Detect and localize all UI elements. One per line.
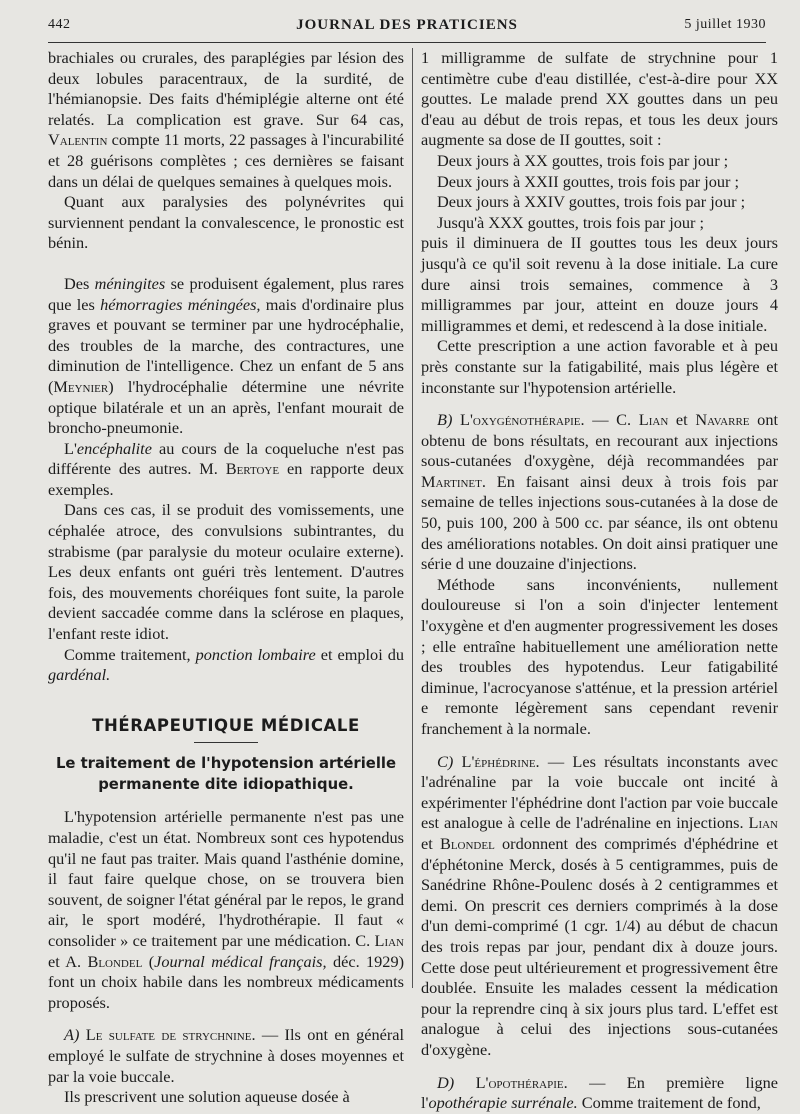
italic-run: ponction lombaire xyxy=(195,644,316,664)
italic-run: hémorragies méningées, xyxy=(100,294,261,314)
text-run: Quant aux paralysies des polynévrites qui surviennent pendant la convalescence, le pronostic est bénin. xyxy=(48,192,404,253)
paragraph xyxy=(421,1073,778,1114)
small-caps-run: Lian xyxy=(374,930,404,950)
dose-line: Jusqu'à XXX gouttes, trois fois par jour ; xyxy=(437,212,705,232)
issue-date: 5 juillet 1930 xyxy=(684,17,766,32)
paragraph xyxy=(48,48,404,192)
italic-run: Journal médical français, xyxy=(154,951,327,971)
dose-line: Deux jours à XX gouttes, trois fois par jour ; xyxy=(437,150,729,170)
page-number: 442 xyxy=(48,17,71,32)
small-caps-run: Valentin xyxy=(48,130,108,150)
paragraph xyxy=(421,48,778,151)
text-run: au cours de la coqueluche n'est pas différente des autres. M. xyxy=(48,438,404,479)
small-caps-run: Lian xyxy=(638,410,669,430)
paragraph xyxy=(48,274,404,439)
section-title: THÉRAPEUTIQUE MÉDICALE xyxy=(92,715,360,735)
small-caps-run: Navarre xyxy=(695,410,750,430)
journal-title: JOURNAL DES PRATICIENS xyxy=(296,17,518,33)
paragraph xyxy=(48,500,404,644)
text-run: déc. 1929) font un choix habile dans les nombreux médicaments proposés. xyxy=(48,951,405,1012)
text-run: compte 11 morts, 22 passages à l'incurabilité et 28 guérisons complètes ; ces dernières se faisant dans un délai de quelques semaines à quelques mois. xyxy=(48,130,404,191)
paragraph xyxy=(421,575,778,740)
text-run: en rapporte deux exemples. xyxy=(48,459,404,499)
text-run: puis il diminuera de II gouttes tous les deux jours jusqu'à ce qu'il soit revenu à la dose initiale. La cure dure ainsi trois semaines, commence à 3 milligrammes par jour, atteint en douze jours 4 milligrammes et demi, et redescend à la dose initiale. xyxy=(421,233,778,335)
text-run: ordonnent des comprimés d'éphédrine et d'éphétonine Merck, dosés à 5 centigrammes, puis de Sanédrine Rhône-Poulenc dosés à 2 centigrammes et demi. On prescrit ces derniers comprimés à la dose d'un demi-comprimé (1 cgr. 1/4) au début de chacun des trois repas par jour, pendant dix à douze jours. Cette dose peut ultérieurement et progressivement être doublée. Ensuite les malades cessent la médication pour la reprendre cinq à six jours plus tard. L'effet est analogue à celui des injections sous-cutanées d'oxygène. xyxy=(421,833,778,1059)
column-divider xyxy=(412,48,413,988)
small-caps-run: Blondel xyxy=(439,833,495,853)
text-run: ) l'hydrocéphalie détermine une névrite optique bilatérale et un an après, l'enfant mourait de broncho-pneumonie. xyxy=(48,376,404,438)
text-run: ( xyxy=(142,951,155,971)
italic-run: B) xyxy=(437,410,453,430)
text-run: brachiales ou crurales, des paraplégies par lésion des deux lobules paracentraux, de la surdité, de l'hémianopsie. Des faits d'hémiplégie alterne ont été relatés. La complication est grave. Sur 64 cas, xyxy=(48,48,404,129)
text-run: et xyxy=(421,833,440,853)
text-run xyxy=(453,752,461,771)
text-run: et A. xyxy=(48,951,88,971)
italic-run: gardénal. xyxy=(48,665,111,685)
text-run: — En première ligne l' xyxy=(421,1072,778,1113)
section-rule xyxy=(194,742,258,743)
italic-run: C) xyxy=(437,751,454,771)
text-run: — C. xyxy=(584,410,639,430)
text-run: — Ils ont en général employé le sulfate de strychnine à doses moyennes et par la voie buccale. xyxy=(48,1025,404,1086)
text-run: et emploi du xyxy=(315,644,404,664)
text-run: En faisant ainsi deux à trois fois par semaine de telles injections sous-cutanées à la dose de 50, puis 100, 200 à 500 cc. par séance, ils ont obtenu des améliorations notables. On doit ainsi pratiquer une série d une douzaine d'injections. xyxy=(421,471,778,574)
small-caps-run: Lian xyxy=(748,813,778,833)
small-caps-run: L'éphédrine. xyxy=(461,751,540,771)
small-caps-run: L'opothérapie. xyxy=(475,1072,568,1092)
text-run: L'hypotension artérielle permanente n'est pas une maladie, c'est un état. Nombreux sont ces hypotendus qu'il ne faut pas traiter. Mais quand l'asthénie domine, il faut faire quelque chose, on se trouvera bien souvent, de soigner l'état général par le repos, le grand air, le sport modéré, l'hydrothérapie. Il faut « consolider » ce traitement par une médication. C. xyxy=(48,807,404,950)
small-caps-run: Meynier xyxy=(53,376,109,396)
text-run: et xyxy=(668,410,696,430)
italic-run: D) xyxy=(437,1072,455,1092)
small-caps-run: Le sulfate de strychnine. xyxy=(85,1025,256,1045)
text-run: Comme traitement, xyxy=(64,644,196,664)
paragraph xyxy=(48,192,404,254)
dose-line: Deux jours à XXII gouttes, trois fois par jour ; xyxy=(437,171,740,191)
text-run: Méthode sans inconvénients, nullement douloureuse si l'on a soin d'injecter lentement l'oxygène et d'en augmenter progressivement les doses ; elle entraîne habituellement une amélioration nette des troubles des hypotendus. Leur fatigabilité diminue, l'acrocyanose s'atténue, et la pression artériel e remonte légèrement sans cependant revenir franchement à la normale. xyxy=(421,574,778,738)
text-run: Dans ces cas, il se produit des vomissements, une céphalée atroce, des convulsions subintrantes, du strabisme (par paralysie du moteur oculaire externe). Les deux enfants ont guéri très lentement. D'autres fois, des mouvements choréiques font suite, la parole devient saccadée comme dans la sclérose en plaques, l'enfant reste idiot. xyxy=(48,500,404,644)
text-run: Comme traitement de fond, xyxy=(577,1093,761,1113)
paragraph xyxy=(48,807,404,1013)
dose-line: Deux jours à XXIV gouttes, trois fois par jour ; xyxy=(437,192,746,212)
paragraph xyxy=(48,439,404,501)
small-caps-run: Martinet. xyxy=(421,471,486,491)
small-caps-run: Blondel xyxy=(87,951,143,971)
text-run: Des xyxy=(64,273,95,293)
italic-run: opothérapie surrénale. xyxy=(428,1093,578,1113)
paragraph xyxy=(421,233,778,336)
paragraph xyxy=(48,645,404,686)
left-column xyxy=(48,48,404,1108)
text-run xyxy=(452,410,460,429)
paragraph xyxy=(421,336,778,398)
paragraph xyxy=(421,410,778,575)
text-run: se produisent également, plus rares que les xyxy=(48,273,405,314)
italic-run: méningites xyxy=(94,273,166,293)
text-run: — Les résultats inconstants avec l'adrénaline par la voie buccale ont incité à expérimenter l'éphédrine dont l'action par voie buccale est analogue à celle de l'adrénaline en injections. xyxy=(421,751,778,833)
right-column xyxy=(421,48,778,1114)
text-run: mais d'ordinaire plus graves et pouvant se terminer par une hydrocéphalie, des troubles de la marche, des contractures, une diminution de l'intelligence. Chez un enfant de 5 ans ( xyxy=(48,294,404,396)
italic-run: A) xyxy=(64,1025,80,1045)
paragraph xyxy=(48,1025,404,1087)
text-run xyxy=(454,1073,475,1092)
text-run: Ils prescrivent une solution aqueuse dosée à xyxy=(64,1087,350,1107)
article-title: Le traitement de l'hypotension artérielle permanente dite idiopathique. xyxy=(55,755,397,794)
paragraph xyxy=(48,1087,404,1108)
text-run: 1 milligramme de sulfate de strychnine pour 1 centimètre cube d'eau distillée, c'est-à-dire pour XX gouttes. Le malade prend XX gouttes dans un peu d'eau au début de trois repas, et tous les deux jours augmente sa dose de II gouttes, soit : xyxy=(421,48,778,150)
text-run: ont obtenu de bons résultats, en recourant aux injections sous-cutanées d'oxygène, déjà recommandées par xyxy=(421,410,778,471)
small-caps-run: L'oxygénothérapie. xyxy=(460,410,585,430)
italic-run: encéphalite xyxy=(76,438,152,458)
page-header xyxy=(48,12,766,43)
paragraph xyxy=(421,752,778,1061)
small-caps-run: Bertoye xyxy=(225,459,280,479)
text-run: Cette prescription a une action favorable et à peu près constante sur la fatigabilité, mais plus légère et inconstante sur l'hypotension artérielle. xyxy=(421,336,778,397)
text-run: L' xyxy=(64,438,77,458)
